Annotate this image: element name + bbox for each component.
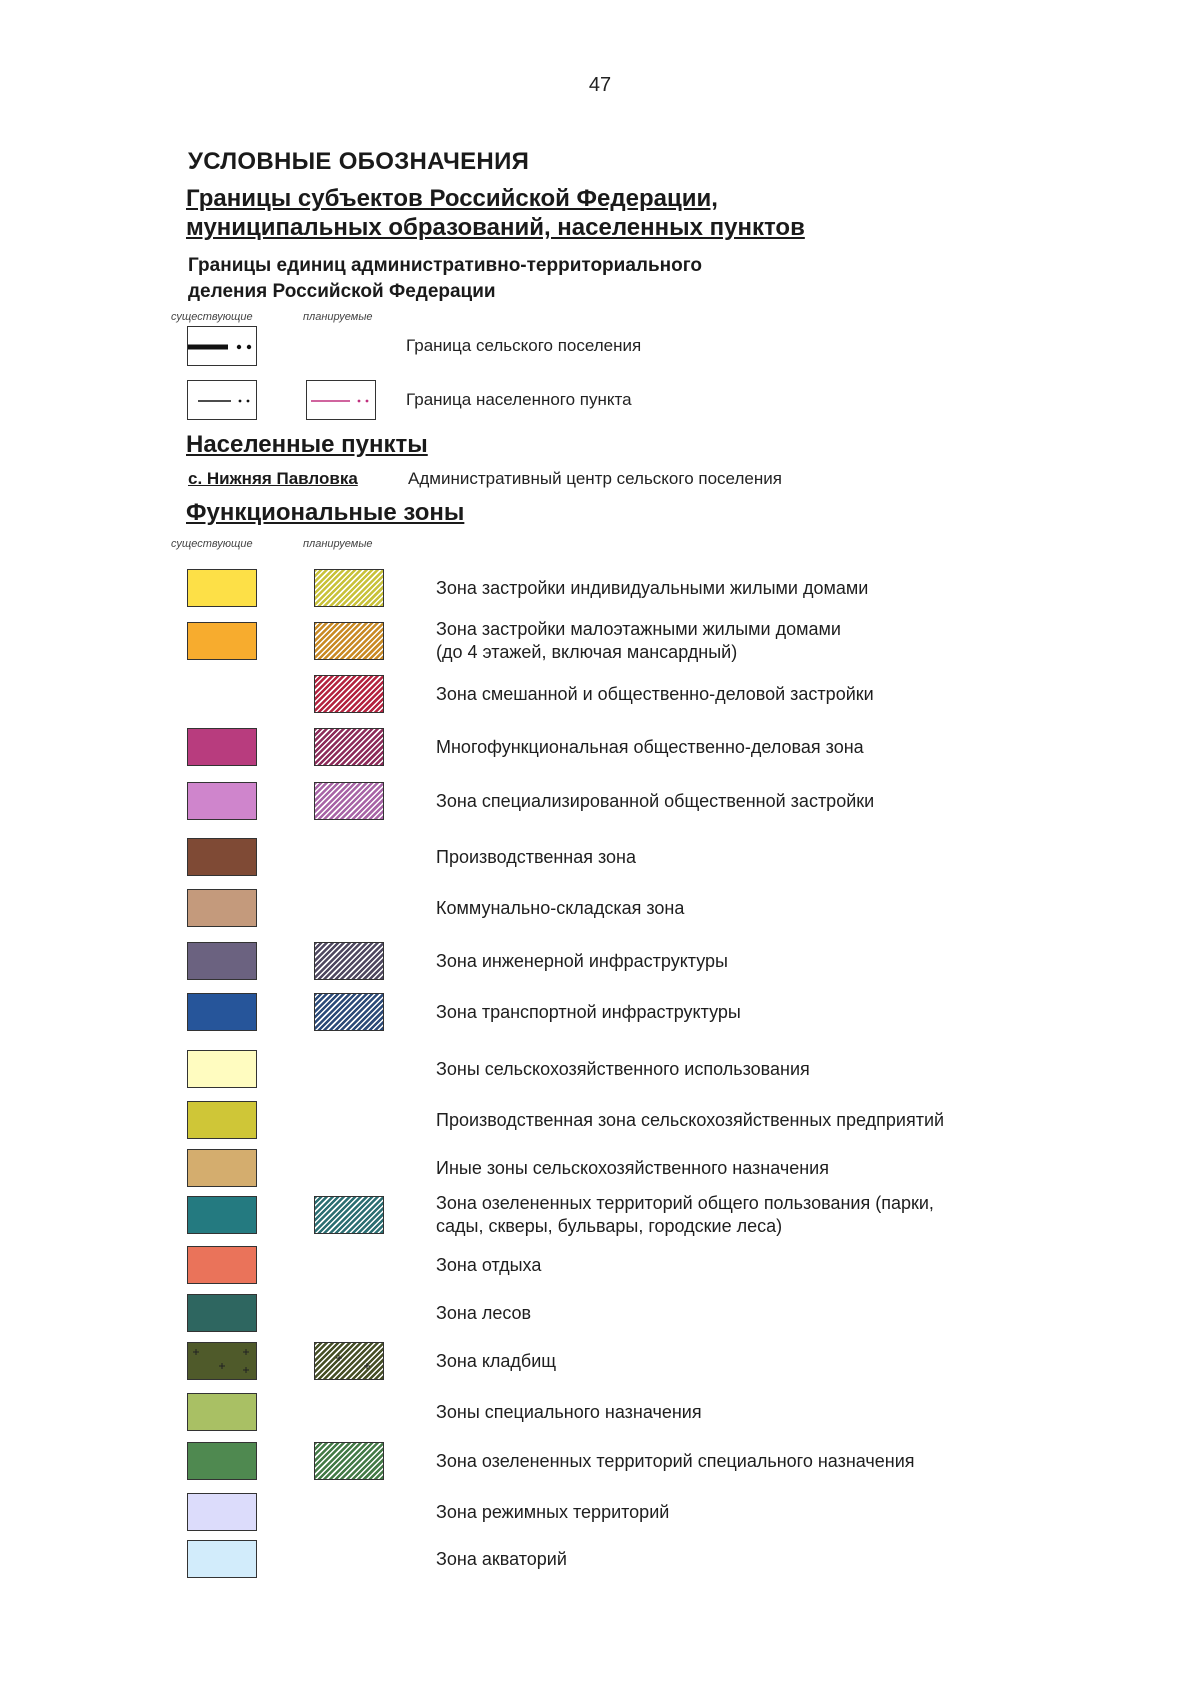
- zone-label: Зона акваторий: [436, 1549, 567, 1569]
- boundaries-col-planned: планируемые: [303, 311, 373, 323]
- zone-label: Зона лесов: [436, 1303, 532, 1323]
- zone-swatch-existing: [187, 622, 257, 660]
- zone-swatch-planned: [314, 942, 384, 980]
- zone-label: Зона отдыха: [436, 1255, 542, 1275]
- zone-swatch-existing: [187, 1393, 257, 1431]
- zone-label: Зона режимных территорий: [436, 1502, 670, 1522]
- zone-swatch-planned: [314, 782, 384, 820]
- zone-label: Зона застройки индивидуальными жилыми домами: [436, 578, 869, 598]
- zones-col-planned: планируемые: [303, 538, 373, 550]
- legend-title: УСЛОВНЫЕ ОБОЗНАЧЕНИЯ: [188, 148, 530, 175]
- zone-swatch-existing: [187, 1246, 257, 1284]
- zone-swatch-existing: [187, 889, 257, 927]
- zone-swatch-planned: [314, 993, 384, 1031]
- zone-swatch-existing: [187, 1294, 257, 1332]
- boundaries-heading-line1: Границы субъектов Российской Федерации,: [186, 185, 718, 212]
- zone-swatch-existing: [187, 1442, 257, 1480]
- locality-boundary-label: Граница населенного пункта: [406, 390, 632, 409]
- zone-swatch-existing: [187, 1540, 257, 1578]
- zone-swatch-existing: [187, 1342, 257, 1380]
- zone-swatch-existing: [187, 1149, 257, 1187]
- zone-label: Производственная зона сельскохозяйственных предприятий: [436, 1110, 945, 1130]
- settlement-name: с. Нижняя Павловка: [188, 469, 358, 488]
- page-number: 47: [588, 74, 612, 96]
- zone-swatch-planned: [314, 1196, 384, 1234]
- zone-label: Иные зоны сельскохозяйственного назначения: [436, 1158, 829, 1178]
- rural-settlement-boundary-label: Граница сельского поселения: [406, 336, 642, 355]
- settlement-description: Административный центр сельского поселения: [408, 469, 782, 488]
- settlements-heading: Населенные пункты: [186, 431, 428, 458]
- boundaries-subheading-line1: Границы единиц административно-территориального: [188, 255, 703, 276]
- zone-label: Зоны специального назначения: [436, 1402, 702, 1422]
- zone-swatch-existing: [187, 1196, 257, 1234]
- boundaries-col-existing: существующие: [171, 311, 253, 323]
- zones-heading: Функциональные зоны: [186, 499, 465, 526]
- zone-label: Зона транспортной инфраструктуры: [436, 1002, 741, 1022]
- zone-swatch-existing: [187, 1493, 257, 1531]
- zone-swatch-existing: [187, 782, 257, 820]
- zone-swatch-planned: [314, 622, 384, 660]
- zone-label: Зона кладбищ: [436, 1351, 557, 1371]
- zone-label: Производственная зона: [436, 847, 637, 867]
- zone-swatch-existing: [187, 1101, 257, 1139]
- zone-swatch-planned: [314, 1442, 384, 1480]
- zone-swatch-existing: [187, 942, 257, 980]
- zone-swatch-existing: [187, 993, 257, 1031]
- zone-label: Зона озелененных территорий специального назначения: [436, 1451, 915, 1471]
- zone-label: Многофункциональная общественно-деловая зона: [436, 737, 864, 757]
- zone-label: Зона специализированной общественной застройки: [436, 791, 875, 811]
- boundaries-subheading-line2: деления Российской Федерации: [188, 281, 496, 302]
- zone-swatch-existing: [187, 728, 257, 766]
- zone-label: Зоны сельскохозяйственного использования: [436, 1059, 810, 1079]
- zone-swatch-planned: [314, 1342, 384, 1380]
- zone-label: Коммунально-складская зона: [436, 898, 685, 918]
- boundaries-heading-line2: муниципальных образований, населенных пунктов: [186, 214, 805, 241]
- zone-label: Зона смешанной и общественно-деловой застройки: [436, 684, 874, 704]
- zone-swatch-existing: [187, 1050, 257, 1088]
- zones-col-existing: существующие: [171, 538, 253, 550]
- zone-swatch-existing: [187, 569, 257, 607]
- zone-swatch-planned: [314, 728, 384, 766]
- zone-swatch-planned: [314, 675, 384, 713]
- zone-label: Зона инженерной инфраструктуры: [436, 951, 728, 971]
- zone-label: Зона озелененных территорий общего пользования (парки, сады, скверы, бульвары, городские леса): [436, 1193, 934, 1236]
- zone-label: Зона застройки малоэтажными жилыми домами (до 4 этажей, включая мансардный): [436, 619, 841, 662]
- zone-swatch-existing: [187, 838, 257, 876]
- zone-swatch-planned: [314, 569, 384, 607]
